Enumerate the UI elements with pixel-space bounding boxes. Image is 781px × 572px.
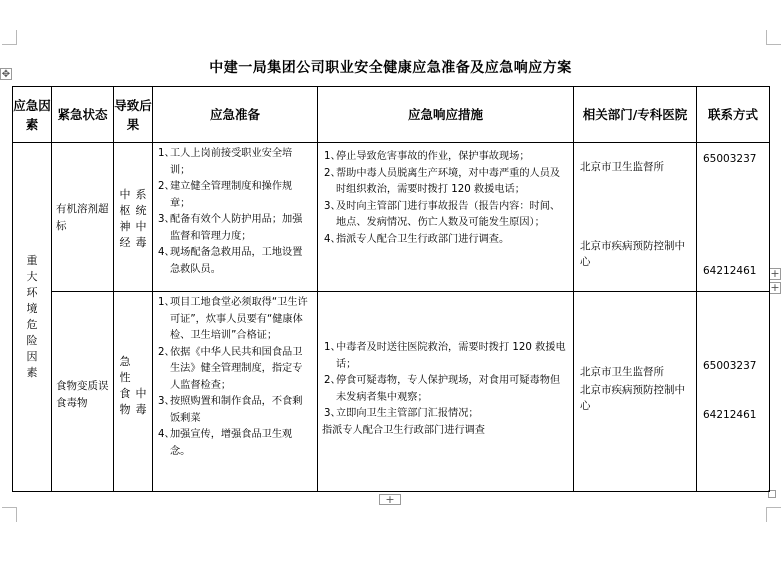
list-item: 2、 依据《中华人民共和国食品卫生法》健全管理制度，指定专人监督检查； (158, 346, 303, 391)
page-corner-mark (766, 30, 781, 45)
list-item: 2、 建立健全管理制度和操作规章； (158, 181, 293, 209)
list-item: 4、 加强宣传，增强食品卫生观念。 (158, 429, 293, 457)
dept-name: 北京市卫生监督所 (580, 161, 664, 173)
state-label: 食物变质误食毒物 (56, 380, 109, 409)
consequence-col2: 中毒 (135, 387, 147, 416)
response-cell (318, 143, 574, 292)
cause-label: 重大环境危险因素 (26, 254, 38, 379)
phone-number: 65003237 (703, 153, 757, 165)
page-corner-mark (2, 30, 17, 45)
table-row (13, 292, 770, 492)
header-preparation: 应急准备 (153, 87, 318, 143)
response-note: 指派专人配合卫生行政部门进行调查 (322, 424, 485, 436)
insert-row-icon[interactable]: + (770, 281, 780, 294)
state-label: 有机溶剂超标 (56, 203, 109, 232)
phone-number: 64212461 (703, 409, 757, 421)
preparation-cell (153, 292, 318, 492)
list-item: 1、 停止导致危害事故的作业，保护事故现场； (324, 151, 530, 162)
consequence-cell (114, 143, 153, 292)
consequence-col1: 中枢神经 (119, 188, 131, 249)
list-item: 2、 帮助中毒人员脱离生产环境，对中毒严重的人员及时组织救治，需要时拨打 120 救援电话； (324, 167, 561, 195)
dept-name: 北京市疾病预防控制中心 (580, 240, 685, 268)
header-response: 应急响应措施 (318, 87, 574, 143)
header-state: 紧急状态 (52, 87, 114, 143)
consequence-col1: 急性食物 (119, 355, 131, 416)
list-item: 1、 中毒者及时送往医院救治，需要时拨打 120 救援电话； (324, 342, 566, 370)
list-item: 3、 立即向卫生主管部门汇报情况； (324, 408, 479, 419)
dept-name: 北京市卫生监督所 (580, 366, 664, 378)
emergency-plan-table (12, 86, 770, 492)
insert-column-icon[interactable]: + (379, 494, 401, 505)
document-title: 中建一局集团公司职业安全健康应急准备及应急响应方案 (209, 60, 572, 76)
table-row (13, 143, 770, 292)
list-item: 1、 工人上岗前接受职业安全培训； (158, 148, 293, 176)
insert-row-icon[interactable]: + (770, 267, 780, 280)
list-item: 1、 项目工地食堂必须取得“卫生许可证”，炊事人员要有“健康体检、卫生培训”合格证； (158, 297, 308, 341)
list-item: 2、 停食可疑毒物，专人保护现场，对食用可疑毒物但未发病者集中观察； (324, 375, 561, 403)
page-corner-mark (766, 507, 781, 522)
dept-cell (574, 143, 697, 292)
contact-cell (697, 292, 770, 492)
table-header-row (13, 87, 770, 143)
state-cell (52, 143, 114, 292)
consequence-cell (114, 292, 153, 492)
list-item: 3、 配备有效个人防护用品；加强监督和管理力度； (158, 214, 303, 242)
header-consequence: 导致后果 (114, 87, 153, 143)
list-item: 3、 及时向主管部门进行事故报告（报告内容：时间、地点、发病情况、伤亡人数及可能发生原因）； (324, 200, 561, 228)
phone-number: 65003237 (703, 360, 757, 372)
cause-cell (13, 143, 52, 492)
consequence-col2: 系统中毒 (135, 188, 147, 249)
preparation-cell (153, 143, 318, 292)
page-corner-mark (2, 507, 17, 522)
phone-number: 64212461 (703, 265, 757, 277)
state-cell (52, 292, 114, 492)
list-item: 4、 指派专人配合卫生行政部门进行调查。 (324, 233, 510, 245)
contact-cell (697, 143, 770, 292)
list-item: 3、 按照购置和制作食品，不食剩饭剩菜 (158, 396, 303, 424)
list-item: 4、 现场配备急救用品，工地设置急救队员。 (158, 247, 303, 275)
header-contact: 联系方式 (697, 87, 770, 143)
response-cell (318, 292, 574, 492)
header-dept: 相关部门/专科医院 (574, 87, 697, 143)
dept-name: 北京市疾病预防控制中心 (580, 384, 685, 412)
dept-cell (574, 292, 697, 492)
header-cause: 应急因素 (13, 87, 52, 143)
table-move-handle-icon[interactable]: ✥ (1, 69, 11, 80)
